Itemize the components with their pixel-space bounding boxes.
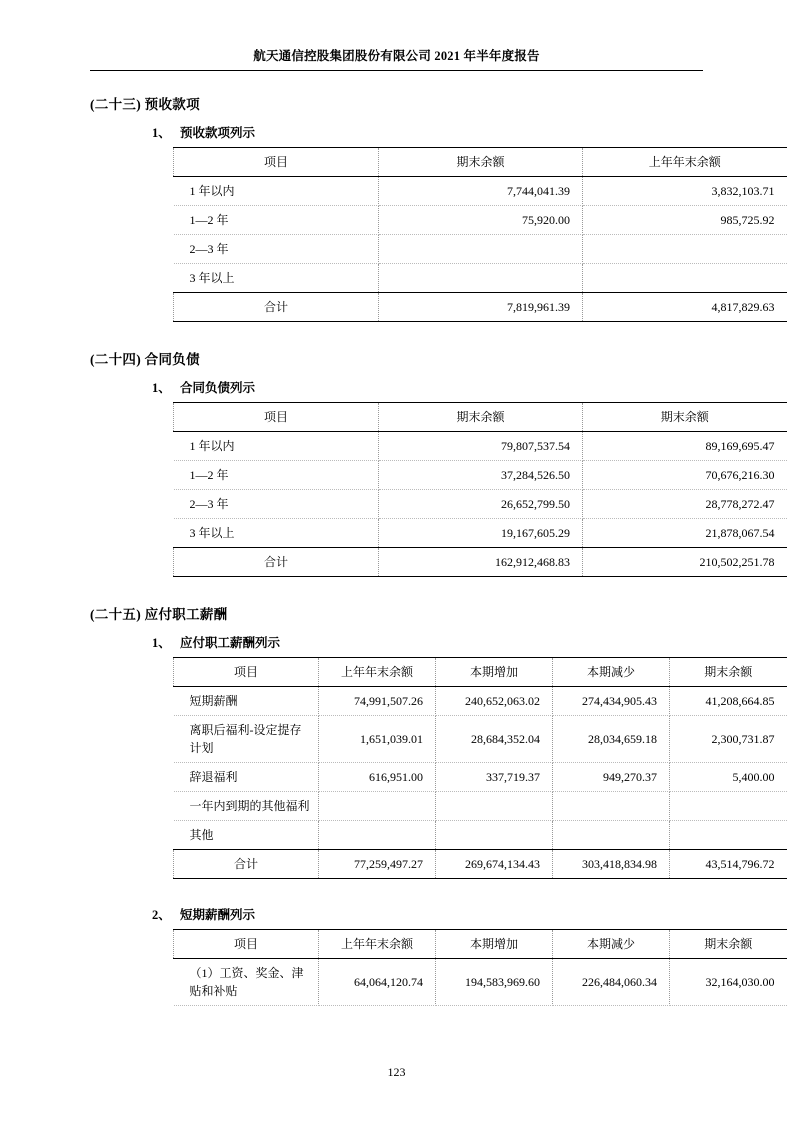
row-label: （1）工资、奖金、津贴和补贴 [174, 959, 319, 1006]
row-label: 1—2 年 [174, 461, 379, 490]
total-label: 合计 [174, 850, 319, 879]
row-label: 辞退福利 [174, 763, 319, 792]
table-total-row [174, 548, 787, 577]
cell-value [553, 821, 670, 850]
subsection-heading [90, 905, 703, 923]
cell-value: 2,300,731.87 [670, 716, 787, 763]
row-label: 离职后福利-设定提存计划 [174, 716, 319, 763]
column-header: 项目 [174, 148, 379, 177]
cell-value: 3,832,103.71 [583, 177, 787, 206]
table-header-row [174, 403, 787, 432]
cell-value: 37,284,526.50 [379, 461, 583, 490]
cell-value: 5,400.00 [670, 763, 787, 792]
table-row [174, 490, 787, 519]
column-header: 项目 [174, 930, 319, 959]
table-row [174, 461, 787, 490]
cell-value: 70,676,216.30 [583, 461, 787, 490]
cell-value: 28,778,272.47 [583, 490, 787, 519]
cell-value [670, 792, 787, 821]
cell-value: 26,652,799.50 [379, 490, 583, 519]
table-row [174, 264, 787, 293]
column-header: 上年年末余额 [583, 148, 787, 177]
column-header: 期末余额 [379, 148, 583, 177]
column-header: 期末余额 [670, 658, 787, 687]
total-value: 162,912,468.83 [379, 548, 583, 577]
page-content [90, 46, 775, 1032]
section-employee-compensation [90, 603, 775, 879]
column-header: 本期减少 [553, 658, 670, 687]
table-row [174, 792, 787, 821]
cell-value: 21,878,067.54 [583, 519, 787, 548]
row-label: 3 年以上 [174, 264, 379, 293]
table-row [174, 821, 787, 850]
cell-value: 64,064,120.74 [319, 959, 436, 1006]
cell-value: 75,920.00 [379, 206, 583, 235]
subsection-heading [90, 123, 703, 141]
table-row [174, 177, 787, 206]
table-total-row [174, 850, 787, 879]
cell-value: 7,744,041.39 [379, 177, 583, 206]
column-header: 项目 [174, 658, 319, 687]
row-label: 1 年以内 [174, 177, 379, 206]
cell-value: 1,651,039.01 [319, 716, 436, 763]
cell-value: 985,725.92 [583, 206, 787, 235]
total-value: 303,418,834.98 [553, 850, 670, 879]
cell-value: 41,208,664.85 [670, 687, 787, 716]
subsection-number: 1、 [152, 381, 171, 395]
table-header-row [174, 658, 787, 687]
total-label: 合计 [174, 293, 379, 322]
cell-value: 79,807,537.54 [379, 432, 583, 461]
table-header-row [174, 148, 787, 177]
column-header: 项目 [174, 403, 379, 432]
page-header-title: 航天通信控股集团股份有限公司 2021 年半年度报告 [253, 49, 540, 63]
subsection-title: 短期薪酬列示 [180, 908, 256, 922]
section-short-term-compensation [90, 905, 775, 1006]
total-value: 7,819,961.39 [379, 293, 583, 322]
subsection-title: 预收款项列示 [180, 126, 256, 140]
cell-value: 274,434,905.43 [553, 687, 670, 716]
section-title: (二十五) 应付职工薪酬 [90, 607, 228, 622]
table-row [174, 235, 787, 264]
table-prepayments [173, 147, 787, 322]
column-header: 期末余额 [670, 930, 787, 959]
table-row [174, 432, 787, 461]
row-label: 短期薪酬 [174, 687, 319, 716]
cell-value [319, 792, 436, 821]
cell-value: 337,719.37 [436, 763, 553, 792]
cell-value: 240,652,063.02 [436, 687, 553, 716]
table-row [174, 959, 787, 1006]
row-label: 一年内到期的其他福利 [174, 792, 319, 821]
table-row [174, 206, 787, 235]
subsection-title: 应付职工薪酬列示 [180, 636, 281, 650]
column-header: 本期增加 [436, 658, 553, 687]
table-total-row [174, 293, 787, 322]
cell-value [436, 792, 553, 821]
total-value: 269,674,134.43 [436, 850, 553, 879]
column-header: 本期减少 [553, 930, 670, 959]
column-header: 期末余额 [583, 403, 787, 432]
row-label: 2—3 年 [174, 490, 379, 519]
section-prepayments [90, 93, 775, 322]
total-value: 43,514,796.72 [670, 850, 787, 879]
column-header: 本期增加 [436, 930, 553, 959]
cell-value [319, 821, 436, 850]
subsection-heading [90, 378, 703, 396]
table-short-term-compensation [173, 929, 787, 1006]
total-label: 合计 [174, 548, 379, 577]
section-title: (二十四) 合同负债 [90, 352, 200, 367]
row-label: 2—3 年 [174, 235, 379, 264]
total-value: 210,502,251.78 [583, 548, 787, 577]
row-label: 1 年以内 [174, 432, 379, 461]
cell-value: 89,169,695.47 [583, 432, 787, 461]
cell-value: 194,583,969.60 [436, 959, 553, 1006]
column-header: 期末余额 [379, 403, 583, 432]
subsection-number: 2、 [152, 908, 171, 922]
cell-value: 226,484,060.34 [553, 959, 670, 1006]
subsection-title: 合同负债列示 [180, 381, 256, 395]
header-divider [90, 70, 703, 71]
table-employee-compensation [173, 657, 787, 879]
cell-value: 19,167,605.29 [379, 519, 583, 548]
row-label: 3 年以上 [174, 519, 379, 548]
column-header: 上年年末余额 [319, 658, 436, 687]
cell-value: 74,991,507.26 [319, 687, 436, 716]
cell-value [379, 264, 583, 293]
table-row [174, 519, 787, 548]
row-label: 1—2 年 [174, 206, 379, 235]
column-header: 上年年末余额 [319, 930, 436, 959]
total-value: 77,259,497.27 [319, 850, 436, 879]
table-row [174, 763, 787, 792]
subsection-number: 1、 [152, 636, 171, 650]
cell-value: 32,164,030.00 [670, 959, 787, 1006]
cell-value: 28,684,352.04 [436, 716, 553, 763]
cell-value: 28,034,659.18 [553, 716, 670, 763]
cell-value: 949,270.37 [553, 763, 670, 792]
cell-value: 616,951.00 [319, 763, 436, 792]
table-row [174, 687, 787, 716]
cell-value [436, 821, 553, 850]
row-label: 其他 [174, 821, 319, 850]
cell-value [553, 792, 670, 821]
cell-value [379, 235, 583, 264]
section-title: (二十三) 预收款项 [90, 97, 200, 112]
table-row [174, 716, 787, 763]
cell-value [670, 821, 787, 850]
table-header-row [174, 930, 787, 959]
total-value: 4,817,829.63 [583, 293, 787, 322]
subsection-heading [90, 633, 703, 651]
table-contract-liabilities [173, 402, 787, 577]
subsection-number: 1、 [152, 126, 171, 140]
cell-value [583, 264, 787, 293]
page-number: 123 [387, 1065, 406, 1079]
cell-value [583, 235, 787, 264]
section-contract-liabilities [90, 348, 775, 577]
